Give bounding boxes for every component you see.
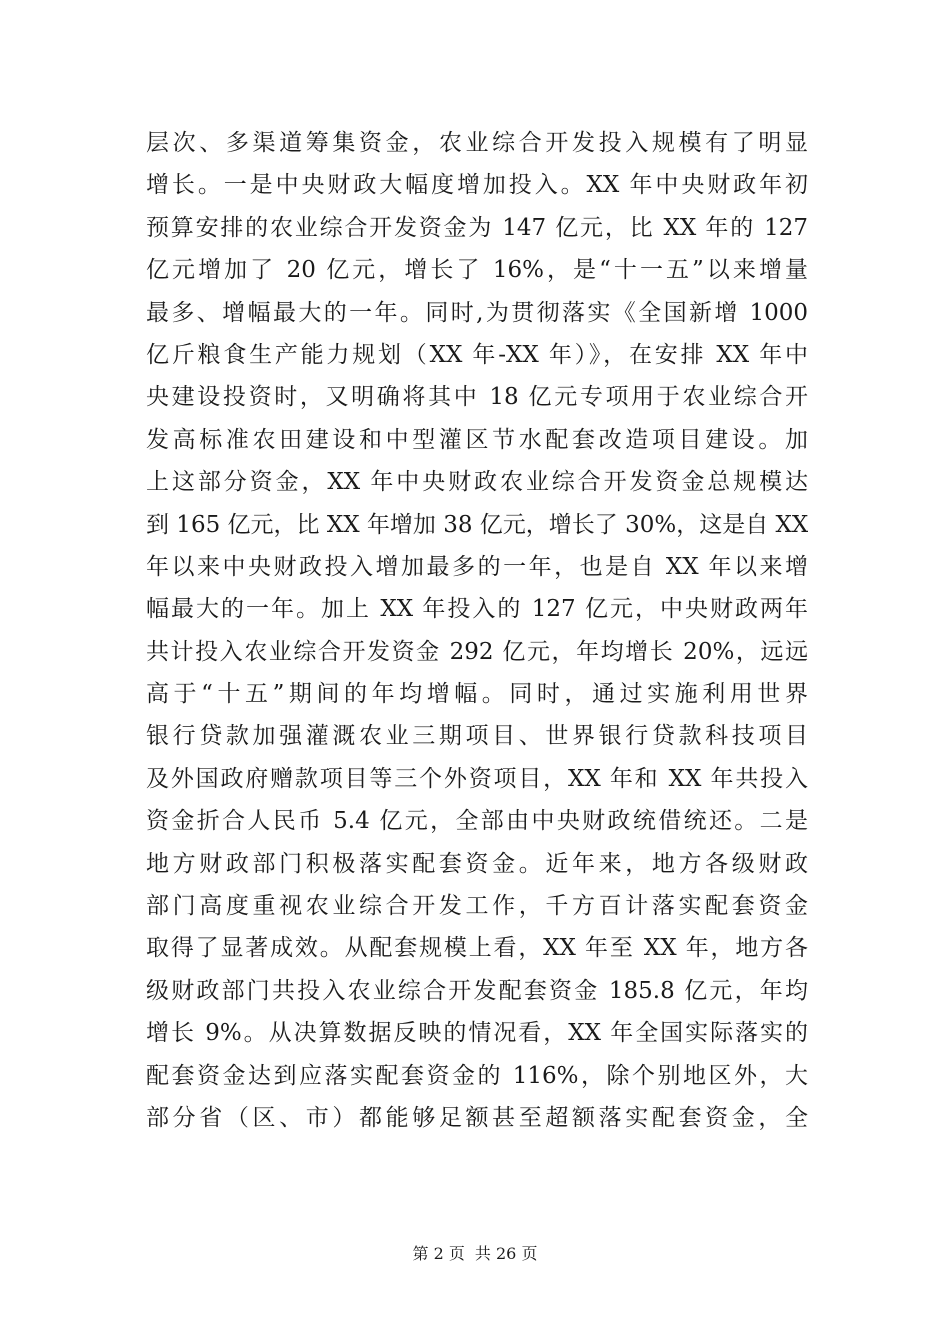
text-line: 部分省（区、市）都能够足额甚至超额落实配套资金，全 bbox=[146, 1104, 808, 1131]
text-line: 部门高度重视农业综合开发工作，千方百计落实配套资金 bbox=[146, 893, 808, 920]
text-line: 亿斤粮食生产能力规划（XX 年-XX 年）》，在安排 XX 年中 bbox=[146, 341, 808, 368]
text-line: 高于“十五”期间的年均增幅。同时，通过实施利用世界 bbox=[146, 681, 808, 708]
text-line: 年以来中央财政投入增加最多的一年，也是自 XX 年以来增 bbox=[146, 553, 808, 580]
text-line: 银行贷款加强灌溉农业三期项目、世界银行贷款科技项目 bbox=[146, 723, 808, 750]
text-line: 层次、多渠道筹集资金，农业综合开发投入规模有了明显 bbox=[146, 130, 808, 156]
text-line: 预算安排的农业综合开发资金为 147 亿元，比 XX 年的 127 bbox=[146, 214, 808, 241]
text-line: 亿元增加了 20 亿元，增长了 16%，是“十一五”以来增量 bbox=[146, 257, 808, 284]
text-line: 共计投入农业综合开发资金 292 亿元，年均增长 20%，远远 bbox=[146, 638, 808, 665]
text-line: 及外国政府赠款项目等三个外资项目，XX 年和 XX 年共投入 bbox=[146, 765, 808, 792]
text-line: 上这部分资金，XX 年中央财政农业综合开发资金总规模达 bbox=[146, 469, 808, 496]
text-line: 资金折合人民币 5.4 亿元，全部由中央财政统借统还。二是 bbox=[146, 808, 808, 835]
text-line: 最多、增幅最大的一年。同时,为贯彻落实《全国新增 1000 bbox=[146, 299, 808, 326]
text-line: 取得了显著成效。从配套规模上看，XX 年至 XX 年，地方各 bbox=[146, 935, 808, 962]
text-line: 级财政部门共投入农业综合开发配套资金 185.8 亿元，年均 bbox=[146, 977, 808, 1004]
text-line: 发高标准农田建设和中型灌区节水配套改造项目建设。加 bbox=[146, 426, 808, 453]
text-line: 央建设投资时，又明确将其中 18 亿元专项用于农业综合开 bbox=[146, 384, 808, 411]
page-total: 共 26 页 bbox=[474, 1244, 538, 1263]
text-line: 增长。一是中央财政大幅度增加投入。XX 年中央财政年初 bbox=[146, 172, 808, 199]
text-line: 增长 9%。从决算数据反映的情况看，XX 年全国实际落实的 bbox=[146, 1020, 808, 1047]
page-footer bbox=[0, 1244, 950, 1264]
text-line: 地方财政部门积极落实配套资金。近年来，地方各级财政 bbox=[146, 850, 808, 877]
page-number: 第 2 页 bbox=[412, 1244, 465, 1263]
text-line: 到 165 亿元，比 XX 年增加 38 亿元，增长了 30%，这是自 XX bbox=[146, 511, 808, 538]
body-text bbox=[146, 122, 808, 1139]
text-line: 幅最大的一年。加上 XX 年投入的 127 亿元，中央财政两年 bbox=[146, 596, 808, 623]
text-line: 配套资金达到应落实配套资金的 116%，除个别地区外，大 bbox=[146, 1062, 808, 1089]
